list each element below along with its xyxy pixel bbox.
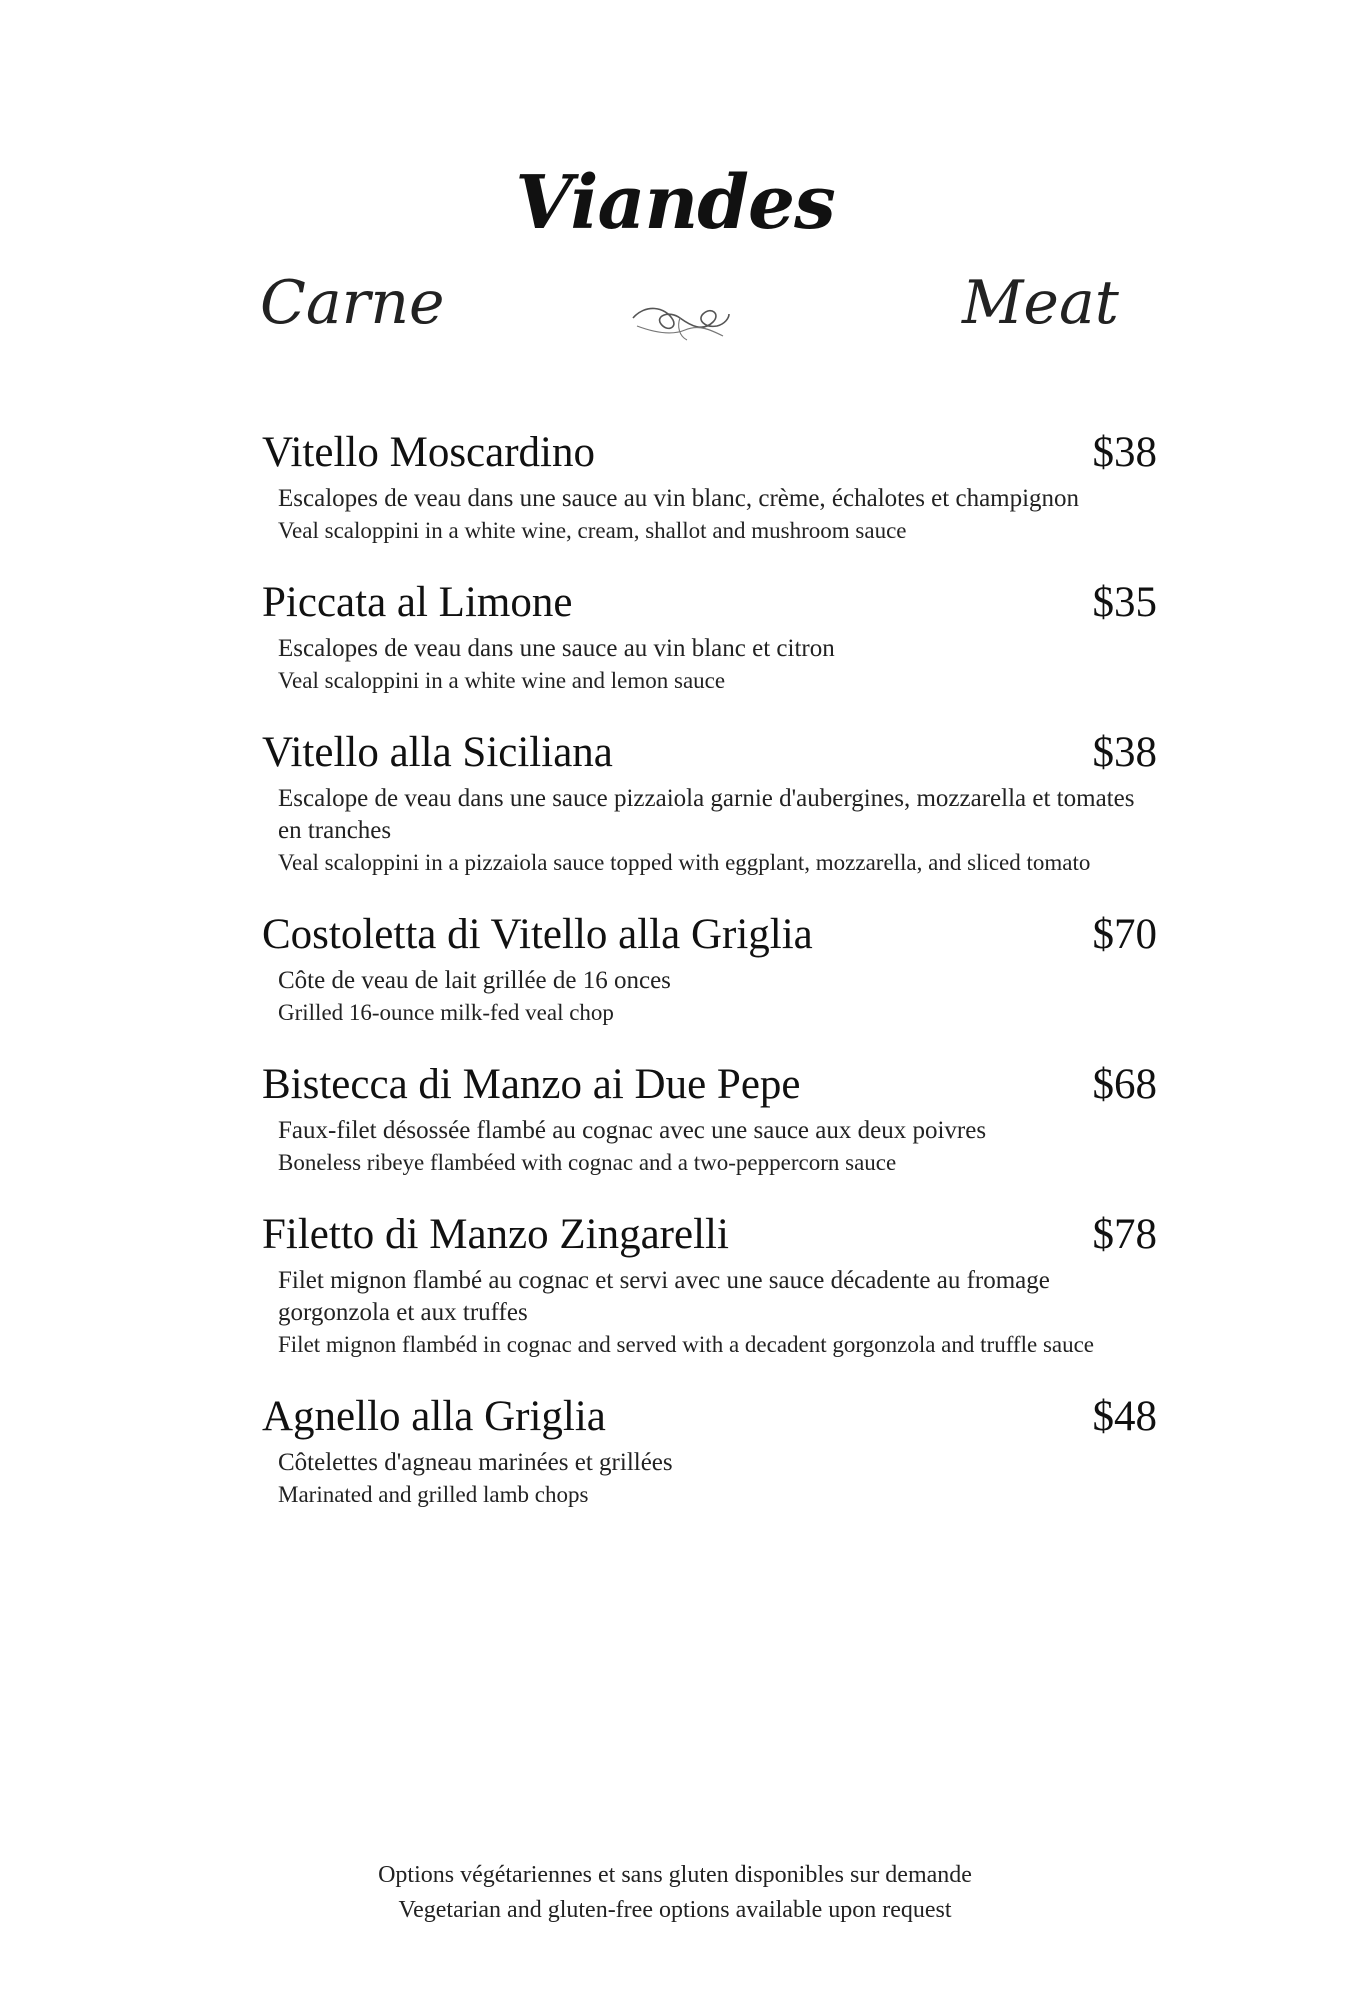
section-title: Viandes (515, 160, 835, 246)
dish-description-french: Côte de veau de lait grillée de 16 onces (278, 967, 671, 994)
dish-description-english: Veal scaloppini in a white wine, cream, shallot and mushroom sauce (278, 518, 907, 543)
dish-name: Piccata al Limone (262, 579, 573, 626)
dish-price: $38 (1092, 729, 1157, 776)
dish-description-french: Filet mignon flambé au cognac et servi avec une sauce décadente au fromage gorgonzola et aux truffes (278, 1267, 1050, 1326)
menu-item (262, 1389, 1157, 1510)
footer-note-english: Vegetarian and gluten-free options available upon request (398, 1897, 952, 1923)
menu-item (262, 1207, 1157, 1360)
footer-note-french: Options végétariennes et sans gluten disponibles sur demande (378, 1862, 972, 1888)
dish-description-english: Veal scaloppini in a white wine and lemon sauce (278, 668, 726, 693)
dish-description-french: Côtelettes d'agneau marinées et grillées (278, 1449, 673, 1476)
dish-description-french: Escalope de veau dans une sauce pizzaiola garnie d'aubergines, mozzarella et tomates en tranches (278, 785, 1135, 844)
flourish-ornament-icon (625, 296, 735, 346)
menu-item (262, 907, 1157, 1028)
dish-price: $78 (1092, 1211, 1157, 1258)
menu-footer (0, 1858, 1350, 1928)
dish-name: Agnello alla Griglia (262, 1393, 606, 1440)
dish-price: $48 (1092, 1393, 1157, 1440)
dish-description-english: Veal scaloppini in a pizzaiola sauce topped with eggplant, mozzarella, and sliced tomato (278, 850, 1091, 875)
section-title-english: Meat (962, 268, 1119, 338)
dish-price: $35 (1092, 579, 1157, 626)
dish-description-english: Boneless ribeye flambéed with cognac and a two-peppercorn sauce (278, 1150, 897, 1175)
dish-description-english: Filet mignon flambéd in cognac and served with a decadent gorgonzola and truffle sauce (278, 1332, 1095, 1357)
dish-price: $70 (1092, 911, 1157, 958)
dish-name: Filetto di Manzo Zingarelli (262, 1211, 729, 1258)
dish-name: Costoletta di Vitello alla Griglia (262, 911, 813, 958)
menu-item (262, 425, 1157, 546)
dish-description-french: Escalopes de veau dans une sauce au vin blanc et citron (278, 635, 835, 662)
dish-description-english: Marinated and grilled lamb chops (278, 1482, 589, 1507)
dish-price: $68 (1092, 1061, 1157, 1108)
dish-name: Vitello Moscardino (262, 429, 595, 476)
dish-description-english: Grilled 16-ounce milk-fed veal chop (278, 1000, 614, 1025)
menu-item (262, 1057, 1157, 1178)
menu-list (262, 425, 1157, 1539)
menu-header (0, 0, 1350, 360)
dish-description-french: Faux-filet désossée flambé au cognac avec une sauce aux deux poivres (278, 1117, 987, 1144)
section-title-italian: Carne (260, 268, 445, 338)
dish-name: Bistecca di Manzo ai Due Pepe (262, 1061, 801, 1108)
dish-name: Vitello alla Siciliana (262, 729, 613, 776)
dish-description-french: Escalopes de veau dans une sauce au vin blanc, crème, échalotes et champignon (278, 485, 1080, 512)
menu-item (262, 725, 1157, 878)
dish-price: $38 (1092, 429, 1157, 476)
menu-item (262, 575, 1157, 696)
